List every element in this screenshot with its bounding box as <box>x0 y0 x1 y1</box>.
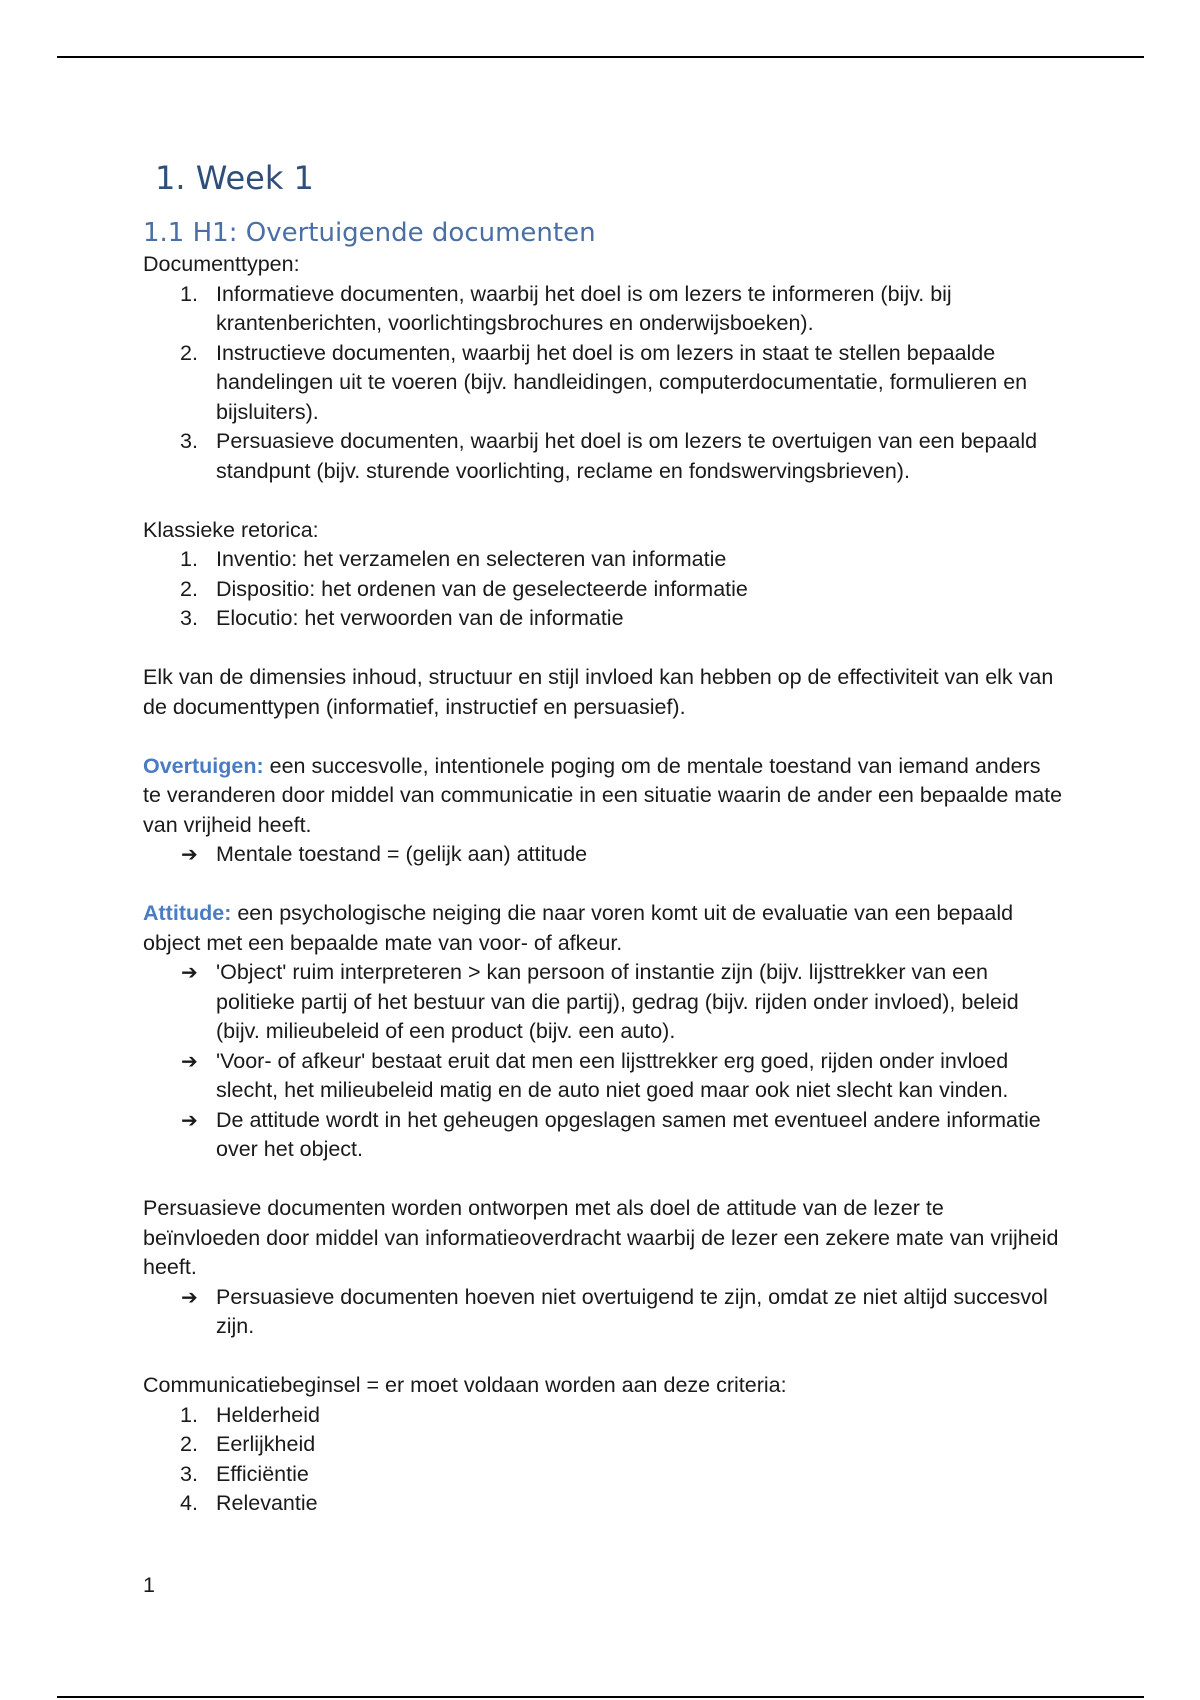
overtuigen-bullets <box>143 840 1063 870</box>
list-item-text: Persuasieve documenten, waarbij het doel is om lezers te overtuigen van een bepaald standpunt (bijv. sturende voorlichting, reclame en fondswervingsbrieven). <box>216 429 1038 483</box>
definition-text: een psychologische neiging die naar voren komt uit de evaluatie van een bepaald object met een bepaalde mate van voor- of afkeur. <box>143 901 1014 955</box>
list-item-text: Informatieve documenten, waarbij het doel is om lezers te informeren (bijv. bij krantenberichten, voorlichtingsbrochures en onderwijsboeken). <box>216 281 952 335</box>
doc-types-label: Documenttypen: <box>143 252 300 276</box>
list-item <box>143 280 1063 339</box>
list-number: 3. <box>180 606 198 630</box>
list-item-text: Instructieve documenten, waarbij het doel is om lezers in staat te stellen bepaalde handelingen uit te voeren (bijv. handleidingen, computerdocumentatie, formulieren en bijsluiters). <box>216 340 1028 424</box>
list-number: 3. <box>180 429 198 453</box>
arrow-right-icon: ➔ <box>181 960 198 984</box>
list-number: 2. <box>180 1432 198 1456</box>
heading-section-1-1: 1.1 H1: Overtuigende documenten <box>143 218 596 248</box>
footer-rule <box>57 1696 1144 1698</box>
principle-list <box>143 1401 1063 1519</box>
list-item <box>143 427 1063 486</box>
rhetoric-label: Klassieke retorica: <box>143 517 319 542</box>
attitude-definition <box>143 899 1063 958</box>
doc-types-list <box>143 280 1063 487</box>
header-rule <box>57 56 1144 58</box>
term-attitude: Attitude: <box>143 901 232 925</box>
list-item-text: Mentale toestand = (gelijk aan) attitude <box>216 842 588 866</box>
list-item <box>143 545 1063 575</box>
list-item-text: Relevantie <box>216 1491 318 1515</box>
list-item-text: 'Voor- of afkeur' bestaat eruit dat men een lijsttrekker erg goed, rijden onder invloed slecht, het milieubeleid matig en de auto niet goed maar ook niet slecht kan vinden. <box>216 1048 1009 1102</box>
list-item <box>143 575 1063 605</box>
list-number: 1. <box>180 547 198 571</box>
list-item-text: Dispositio: het ordenen van de geselecteerde informatie <box>216 576 748 601</box>
page-number: 1 <box>143 1573 155 1597</box>
persuasive-paragraph: Persuasieve documenten worden ontworpen met als doel de attitude van de lezer te beïnvloeden door middel van informatieoverdracht waarbij de lezer een zekere mate van vrijheid heeft. <box>143 1196 1059 1279</box>
heading-week-1: 1. Week 1 <box>155 159 314 197</box>
list-item-text: De attitude wordt in het geheugen opgeslagen samen met eventueel andere informatie over het object. <box>216 1107 1041 1161</box>
list-item-text: Inventio: het verzamelen en selecteren van informatie <box>216 547 727 571</box>
term-overtuigen: Overtuigen: <box>143 753 264 778</box>
list-number: 4. <box>180 1491 198 1515</box>
list-item <box>143 1401 1063 1431</box>
attitude-bullets <box>143 958 1063 1165</box>
list-number: 1. <box>180 281 198 306</box>
list-item <box>143 1460 1063 1490</box>
overtuigen-definition <box>143 752 1063 841</box>
document-page <box>143 158 1063 1519</box>
principle-label: Communicatiebeginsel = er moet voldaan worden aan deze criteria: <box>143 1373 787 1397</box>
list-number: 2. <box>180 340 198 365</box>
list-item <box>143 1047 1063 1106</box>
list-number: 1. <box>180 1402 198 1427</box>
list-item-text: Efficiëntie <box>216 1461 309 1486</box>
arrow-right-icon: ➔ <box>181 1284 198 1309</box>
dimensions-paragraph: Elk van de dimensies inhoud, structuur en stijl invloed kan hebben op de effectiviteit van elk van de documenttypen (informatief, instructief en persuasief). <box>143 665 1054 719</box>
arrow-right-icon: ➔ <box>181 842 198 866</box>
definition-text: een succesvolle, intentionele poging om de mentale toestand van iemand anders te veranderen door middel van communicatie in een situatie waarin de ander een bepaalde mate van vrijheid heeft. <box>143 753 1063 837</box>
list-item-text: Helderheid <box>216 1402 320 1427</box>
list-item <box>143 339 1063 428</box>
list-number: 3. <box>180 1461 198 1486</box>
rhetoric-list <box>143 545 1063 634</box>
list-item-text: Elocutio: het verwoorden van de informatie <box>216 606 624 630</box>
arrow-right-icon: ➔ <box>181 1048 198 1073</box>
list-item <box>143 958 1063 1047</box>
list-item-text: Persuasieve documenten hoeven niet overtuigend te zijn, omdat ze niet altijd succesvol zijn. <box>216 1284 1048 1338</box>
arrow-right-icon: ➔ <box>181 1107 198 1132</box>
persuasive-bullets <box>143 1283 1063 1342</box>
list-number: 2. <box>180 576 198 601</box>
list-item <box>143 1106 1063 1165</box>
list-item-text: 'Object' ruim interpreteren > kan persoon of instantie zijn (bijv. lijsttrekker van een politieke partij of het bestuur van die partij), gedrag (bijv. rijden onder invloed), beleid (bijv. milieubeleid of een product (bijv. een auto). <box>216 960 1019 1043</box>
list-item <box>143 604 1063 634</box>
list-item-text: Eerlijkheid <box>216 1432 316 1456</box>
list-item <box>143 1430 1063 1460</box>
list-item <box>143 1283 1063 1342</box>
list-item <box>143 1489 1063 1519</box>
list-item <box>143 840 1063 870</box>
